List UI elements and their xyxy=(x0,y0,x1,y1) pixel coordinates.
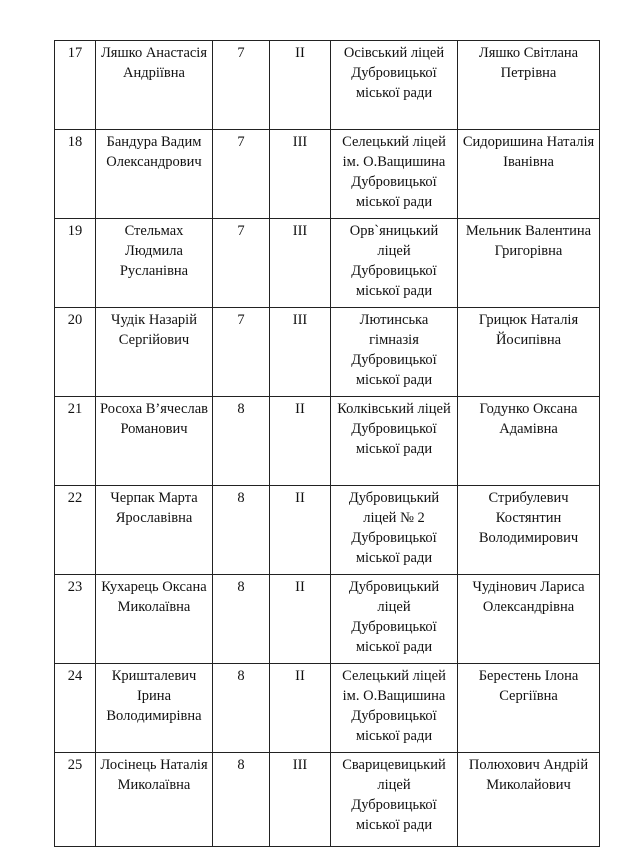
grade: 7 xyxy=(213,308,270,397)
table-row xyxy=(55,130,600,219)
table-row xyxy=(55,575,600,664)
teacher: Берестень Ілона Сергіївна xyxy=(458,664,600,753)
teacher: Сидоришина Наталія Іванівна xyxy=(458,130,600,219)
student-name: Лосінець Наталія Миколаївна xyxy=(96,753,213,847)
grade: 8 xyxy=(213,664,270,753)
row-number: 23 xyxy=(55,575,96,664)
row-number: 18 xyxy=(55,130,96,219)
row-number: 19 xyxy=(55,219,96,308)
student-name: Ляшко Анастасія Андріївна xyxy=(96,41,213,130)
student-name: Черпак Марта Ярославівна xyxy=(96,486,213,575)
teacher: Чудінович Лариса Олександрівна xyxy=(458,575,600,664)
place: ІІ xyxy=(270,664,331,753)
place: ІІ xyxy=(270,397,331,486)
student-name: Стельмах Людмила Русланівна xyxy=(96,219,213,308)
school: Колківський ліцей Дубровицької міської ради xyxy=(331,397,458,486)
grade: 8 xyxy=(213,575,270,664)
grade: 7 xyxy=(213,130,270,219)
student-name: Кришталевич Ірина Володимирівна xyxy=(96,664,213,753)
row-number: 25 xyxy=(55,753,96,847)
table-row xyxy=(55,219,600,308)
place: ІІІ xyxy=(270,130,331,219)
place: ІІ xyxy=(270,486,331,575)
school: Дубровицький ліцей Дубровицької міської ради xyxy=(331,575,458,664)
row-number: 20 xyxy=(55,308,96,397)
student-name: Кухарець Оксана Миколаївна xyxy=(96,575,213,664)
table-row xyxy=(55,486,600,575)
teacher: Грицюк Наталія Йосипівна xyxy=(458,308,600,397)
teacher: Полюхович Андрій Миколайович xyxy=(458,753,600,847)
grade: 8 xyxy=(213,397,270,486)
grade: 8 xyxy=(213,486,270,575)
place: ІІ xyxy=(270,575,331,664)
school: Селецький ліцей ім. О.Ващишина Дубровицької міської ради xyxy=(331,664,458,753)
school: Осівський ліцей Дубровицької міської ради xyxy=(331,41,458,130)
row-number: 22 xyxy=(55,486,96,575)
school: Сварицевицький ліцей Дубровицької міської ради xyxy=(331,753,458,847)
table-row xyxy=(55,664,600,753)
results-table xyxy=(54,40,600,847)
grade: 7 xyxy=(213,219,270,308)
place: ІІ xyxy=(270,41,331,130)
row-number: 17 xyxy=(55,41,96,130)
row-number: 21 xyxy=(55,397,96,486)
grade: 7 xyxy=(213,41,270,130)
school: Лютинська гімназія Дубровицької міської ради xyxy=(331,308,458,397)
table-row xyxy=(55,41,600,130)
place: ІІІ xyxy=(270,219,331,308)
grade: 8 xyxy=(213,753,270,847)
student-name: Чудік Назарій Сергійович xyxy=(96,308,213,397)
teacher: Стрибулевич Костянтин Володимирович xyxy=(458,486,600,575)
school: Орв`яницький ліцей Дубровицької міської ради xyxy=(331,219,458,308)
school: Селецький ліцей ім. О.Ващишина Дубровицької міської ради xyxy=(331,130,458,219)
teacher: Ляшко Світлана Петрівна xyxy=(458,41,600,130)
place: ІІІ xyxy=(270,308,331,397)
table-row xyxy=(55,753,600,847)
table-row xyxy=(55,397,600,486)
student-name: Бандура Вадим Олександрович xyxy=(96,130,213,219)
teacher: Мельник Валентина Григорівна xyxy=(458,219,600,308)
place: ІІІ xyxy=(270,753,331,847)
school: Дубровицький ліцей № 2 Дубровицької міської ради xyxy=(331,486,458,575)
teacher: Годунко Оксана Адамівна xyxy=(458,397,600,486)
student-name: Росоха В’ячеслав Романович xyxy=(96,397,213,486)
table-row xyxy=(55,308,600,397)
row-number: 24 xyxy=(55,664,96,753)
